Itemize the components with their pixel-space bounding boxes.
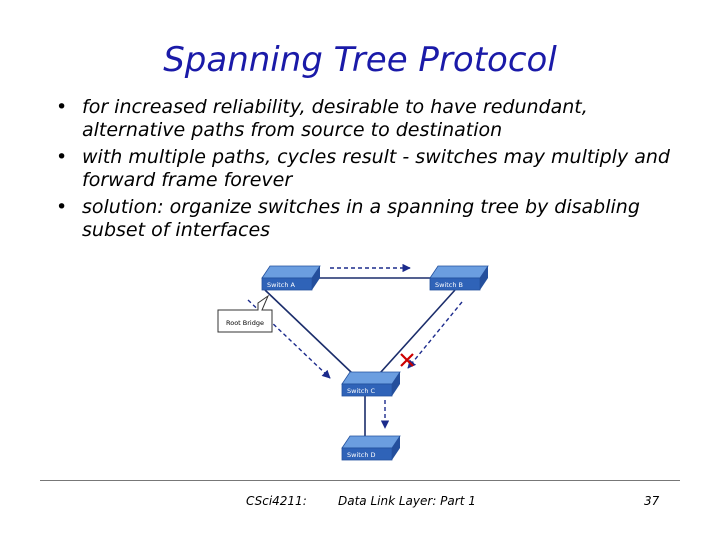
bpdu-arrows <box>248 268 462 428</box>
bullet-item <box>56 146 696 192</box>
slide-title: Spanning Tree Protocol <box>163 40 557 80</box>
footer-course: CSci4211: <box>246 494 307 508</box>
switch-d <box>342 436 400 460</box>
spanning-tree-diagram <box>210 258 510 468</box>
switch-label: Switch B <box>435 281 464 289</box>
bullet-symbol: • <box>56 96 68 118</box>
bullet-text: for increased reliability, desirable to have redundant, alternative paths from source to destination <box>82 96 588 141</box>
bullet-symbol: • <box>56 196 68 218</box>
switch-label: Switch A <box>267 281 296 289</box>
x-mark-icon <box>401 354 413 366</box>
switch-b <box>430 266 488 290</box>
network-links <box>265 278 455 438</box>
switch-label: Switch C <box>347 387 376 395</box>
switch-label: Switch D <box>347 451 376 459</box>
bullet-list <box>56 96 696 246</box>
link-a-c <box>265 290 352 373</box>
switch-c <box>342 372 400 396</box>
root-bridge-callout <box>218 296 272 332</box>
link-b-c <box>380 290 455 373</box>
callout-label: Root Bridge <box>226 319 264 327</box>
bullet-text: solution: organize switches in a spanning tree by disabling subset of interfaces <box>82 196 640 241</box>
bullet-item <box>56 96 696 142</box>
bullet-text: with multiple paths, cycles result - switches may multiply and forward frame forever <box>82 146 670 191</box>
bullet-symbol: • <box>56 146 68 168</box>
footer-divider <box>40 480 680 481</box>
switch-a <box>262 266 320 290</box>
footer-topic: Data Link Layer: Part 1 <box>338 494 476 508</box>
page-number: 37 <box>644 494 660 508</box>
bullet-item <box>56 196 696 242</box>
